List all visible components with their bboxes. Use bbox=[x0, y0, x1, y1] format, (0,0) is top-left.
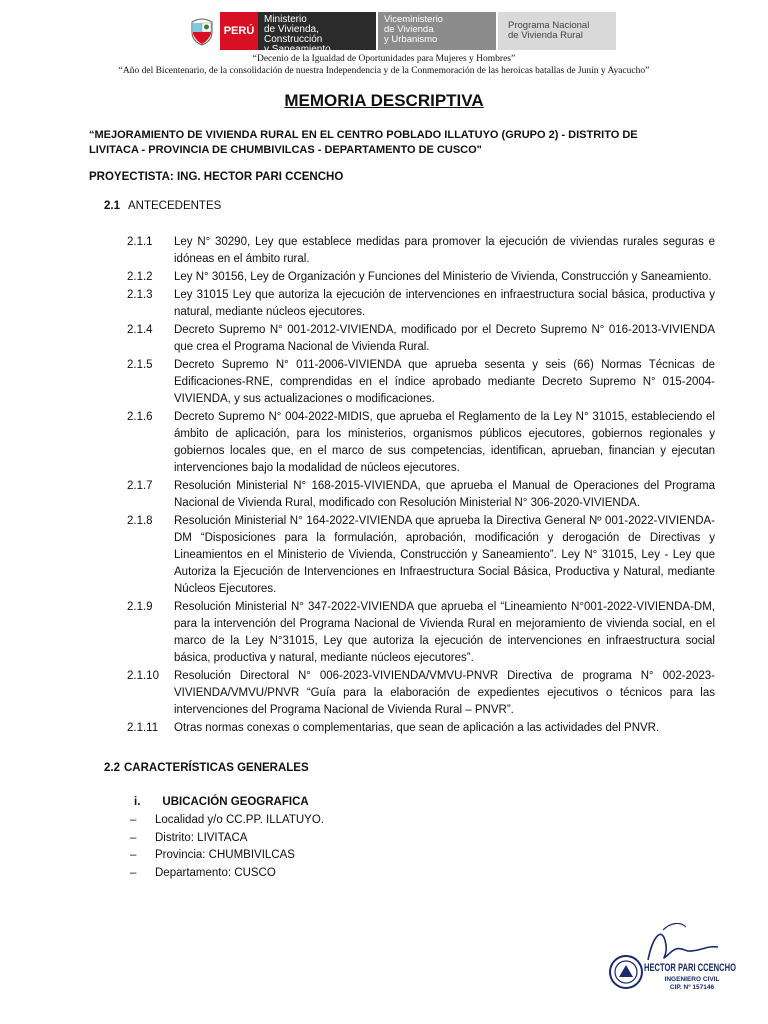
section-heading-antecedentes bbox=[104, 200, 221, 212]
dash-bullet: – bbox=[130, 866, 137, 879]
program-line: Programa Nacional bbox=[508, 20, 590, 31]
section-number: 2.1 bbox=[104, 200, 120, 212]
item-number: 2.1.10 bbox=[127, 670, 159, 682]
item-number: 2.1.2 bbox=[127, 271, 153, 283]
location-text: Departamento: CUSCO bbox=[155, 866, 276, 879]
seal-icon bbox=[610, 956, 642, 988]
item-number: 2.1.5 bbox=[127, 359, 153, 371]
item-text: Ley N° 30290, Ley que establece medidas para promover la ejecución de viviendas rurales seguras e idóneas en el ámbito rural. bbox=[174, 236, 715, 265]
item-number: 2.1.6 bbox=[127, 411, 153, 423]
project-title: “MEJORAMIENTO DE VIVIENDA RURAL EN EL CENTRO POBLADO ILLATUYO (GRUPO 2) - DISTRITO DE LIVITACA - PROVINCIA DE CHUMBIVILCAS - DEPARTAMENTO DE CUSCO" bbox=[89, 129, 638, 156]
item-text: Resolución Ministerial N° 164-2022-VIVIENDA que aprueba la Directiva General Nº 001-2022-VIVIENDA-DM “Disposiciones para la formulación, aprobación, modificación y derogación de Directivas y Lineamientos en el Ministerio de Vivienda, Construcción y Saneamiento”. Ley N° 31015, Ley - Ley que Autoriza la Ejecución de Intervenciones en Infraestructura Social Básica, Productiva y Natural, mediante Núcleos Ejecutores. bbox=[174, 515, 715, 595]
program-label bbox=[498, 12, 616, 50]
item-number: 2.1.7 bbox=[127, 480, 153, 492]
item-text: Otras normas conexas o complementarias, que sean de aplicación a las actividades del PNVR. bbox=[174, 722, 660, 734]
list-item bbox=[130, 865, 324, 883]
item-text: Decreto Supremo N° 004-2022-MIDIS, que aprueba el Reglamento de la Ley N° 31015, estableciendo el ámbito de aplicación, para los ministerios, organismos públicos ejecutores, gobiernos regionales y gobiernos locales que, en el marco de sus competencias, identifican, aprueban, financian y ejecutan intervenciones bajo la modalidad de núcleos ejecutores. bbox=[174, 411, 715, 474]
engineer-signature-stamp bbox=[608, 915, 738, 995]
list-item bbox=[127, 269, 715, 286]
antecedentes-list bbox=[127, 234, 715, 738]
ministry-line: Ministerio bbox=[264, 14, 307, 25]
subsection-label: UBICACIÓN GEOGRAFICA bbox=[162, 796, 309, 808]
roman-numeral: i. bbox=[134, 796, 141, 808]
list-item bbox=[127, 322, 715, 356]
item-number: 2.1.11 bbox=[127, 722, 159, 734]
list-item bbox=[127, 409, 715, 477]
peru-label: PERÚ bbox=[220, 12, 258, 50]
proyectista-line: PROYECTISTA: ING. HECTOR PARI CCENCHO bbox=[89, 171, 344, 183]
signature-cip: CIP. Nº 157146 bbox=[669, 984, 715, 991]
ministry-line: y Saneamiento bbox=[264, 44, 331, 55]
coat-of-arms-icon bbox=[184, 12, 220, 50]
viceministry-line: de Vivienda bbox=[384, 24, 434, 35]
item-number: 2.1.3 bbox=[127, 289, 153, 301]
list-item bbox=[127, 478, 715, 512]
signature-name: HECTOR PARI CCENCHO bbox=[644, 962, 737, 974]
item-text: Decreto Supremo N° 001-2012-VIVIENDA, modificado por el Decreto Supremo N° 016-2013-VIVIENDA que crea el Programa Nacional de Vivienda Rural. bbox=[174, 324, 715, 353]
viceministry-line: y Urbanismo bbox=[384, 34, 438, 45]
item-text: Ley 31015 Ley que autoriza la ejecución de intervenciones en infraestructura social básica, productiva y natural, mediante núcleos ejecutores. bbox=[174, 289, 715, 318]
item-text: Resolución Directoral N° 006-2023-VIVIENDA/VMVU-PNVR Directiva de programa N° 002-2023-VIVIENDA/VMVU/PNVR “Guía para la elaboración de expedientes ejecutivos o técnicos para las intervenciones del Programa Nacional de Vivienda Rural – PNVR”. bbox=[174, 670, 715, 716]
item-text: Ley N° 30156, Ley de Organización y Funciones del Ministerio de Vivienda, Construcción y Saneamiento. bbox=[174, 271, 712, 283]
list-item bbox=[127, 599, 715, 667]
item-text: Decreto Supremo N° 011-2006-VIVIENDA que aprueba sesenta y seis (66) Normas Técnicas de Edificaciones-RNE, comprendidas en el índice aprobado mediante Decreto Supremo N° 015-2004-VIVIENDA, y sus actualizaciones o modificaciones. bbox=[174, 359, 715, 405]
list-item bbox=[130, 830, 324, 848]
item-number: 2.1.8 bbox=[127, 515, 153, 527]
item-text: Resolución Ministerial N° 347-2022-VIVIENDA que aprueba el “Lineamiento N°001-2022-VIVIENDA-DM, para la intervención del Programa Nacional de Vivienda Rural en mejoramiento de vivienda social, en el marco de la Ley N°31015, Ley que autoriza la ejecución de intervenciones en infraestructura social básica, productiva y natural, mediante núcleos ejecutores”. bbox=[174, 601, 715, 664]
section-label: CARACTERÍSTICAS GENERALES bbox=[124, 762, 309, 774]
list-item bbox=[127, 668, 715, 719]
list-item bbox=[127, 720, 715, 737]
item-text: Resolución Ministerial N° 168-2015-VIVIENDA, que aprueba el Manual de Operaciones del Programa Nacional de Vivienda Rural, modificado con Resolución Ministerial N° 306-2020-VIVIENDA. bbox=[174, 480, 715, 509]
program-line: de Vivienda Rural bbox=[508, 30, 583, 41]
location-text: Provincia: CHUMBIVILCAS bbox=[155, 849, 295, 861]
location-list bbox=[130, 812, 324, 882]
dash-bullet: – bbox=[130, 814, 137, 826]
ministry-label bbox=[258, 12, 376, 55]
section-label: ANTECEDENTES bbox=[128, 200, 222, 212]
location-text: Localidad y/o CC.PP. ILLATUYO. bbox=[155, 814, 324, 826]
subsection-heading-ubicacion bbox=[134, 796, 309, 808]
section-heading-caracteristicas bbox=[104, 762, 309, 774]
section-number: 2.2 bbox=[104, 762, 120, 774]
item-number: 2.1.1 bbox=[127, 236, 153, 248]
list-item bbox=[127, 234, 715, 268]
decenio-tagline: “Decenio de la Igualdad de Oportunidades para Mujeres y Hombres” bbox=[252, 54, 516, 64]
item-number: 2.1.9 bbox=[127, 601, 153, 613]
header-logo-bar bbox=[184, 12, 616, 55]
page-title: MEMORIA DESCRIPTIVA bbox=[284, 91, 484, 110]
list-item bbox=[127, 513, 715, 598]
list-item bbox=[130, 847, 324, 865]
ministry-line: de Vivienda, Construcción bbox=[264, 24, 323, 45]
signature-scribble bbox=[648, 934, 718, 960]
dash-bullet: – bbox=[130, 831, 137, 844]
list-item bbox=[127, 357, 715, 408]
dash-bullet: – bbox=[130, 849, 137, 861]
location-text: Distrito: LIVITACA bbox=[155, 831, 248, 844]
anio-tagline: “Año del Bicentenario, de la consolidación de nuestra Independencia y de la Conmemoración de las heroicas batallas de Junín y Ayacucho” bbox=[118, 66, 650, 76]
signature-role: INGENIERO CIVIL bbox=[664, 976, 720, 983]
viceministry-line: Viceministerio bbox=[384, 14, 443, 25]
list-item bbox=[127, 287, 715, 321]
list-item bbox=[130, 812, 324, 830]
item-number: 2.1.4 bbox=[127, 324, 153, 336]
viceministry-label bbox=[378, 12, 496, 50]
